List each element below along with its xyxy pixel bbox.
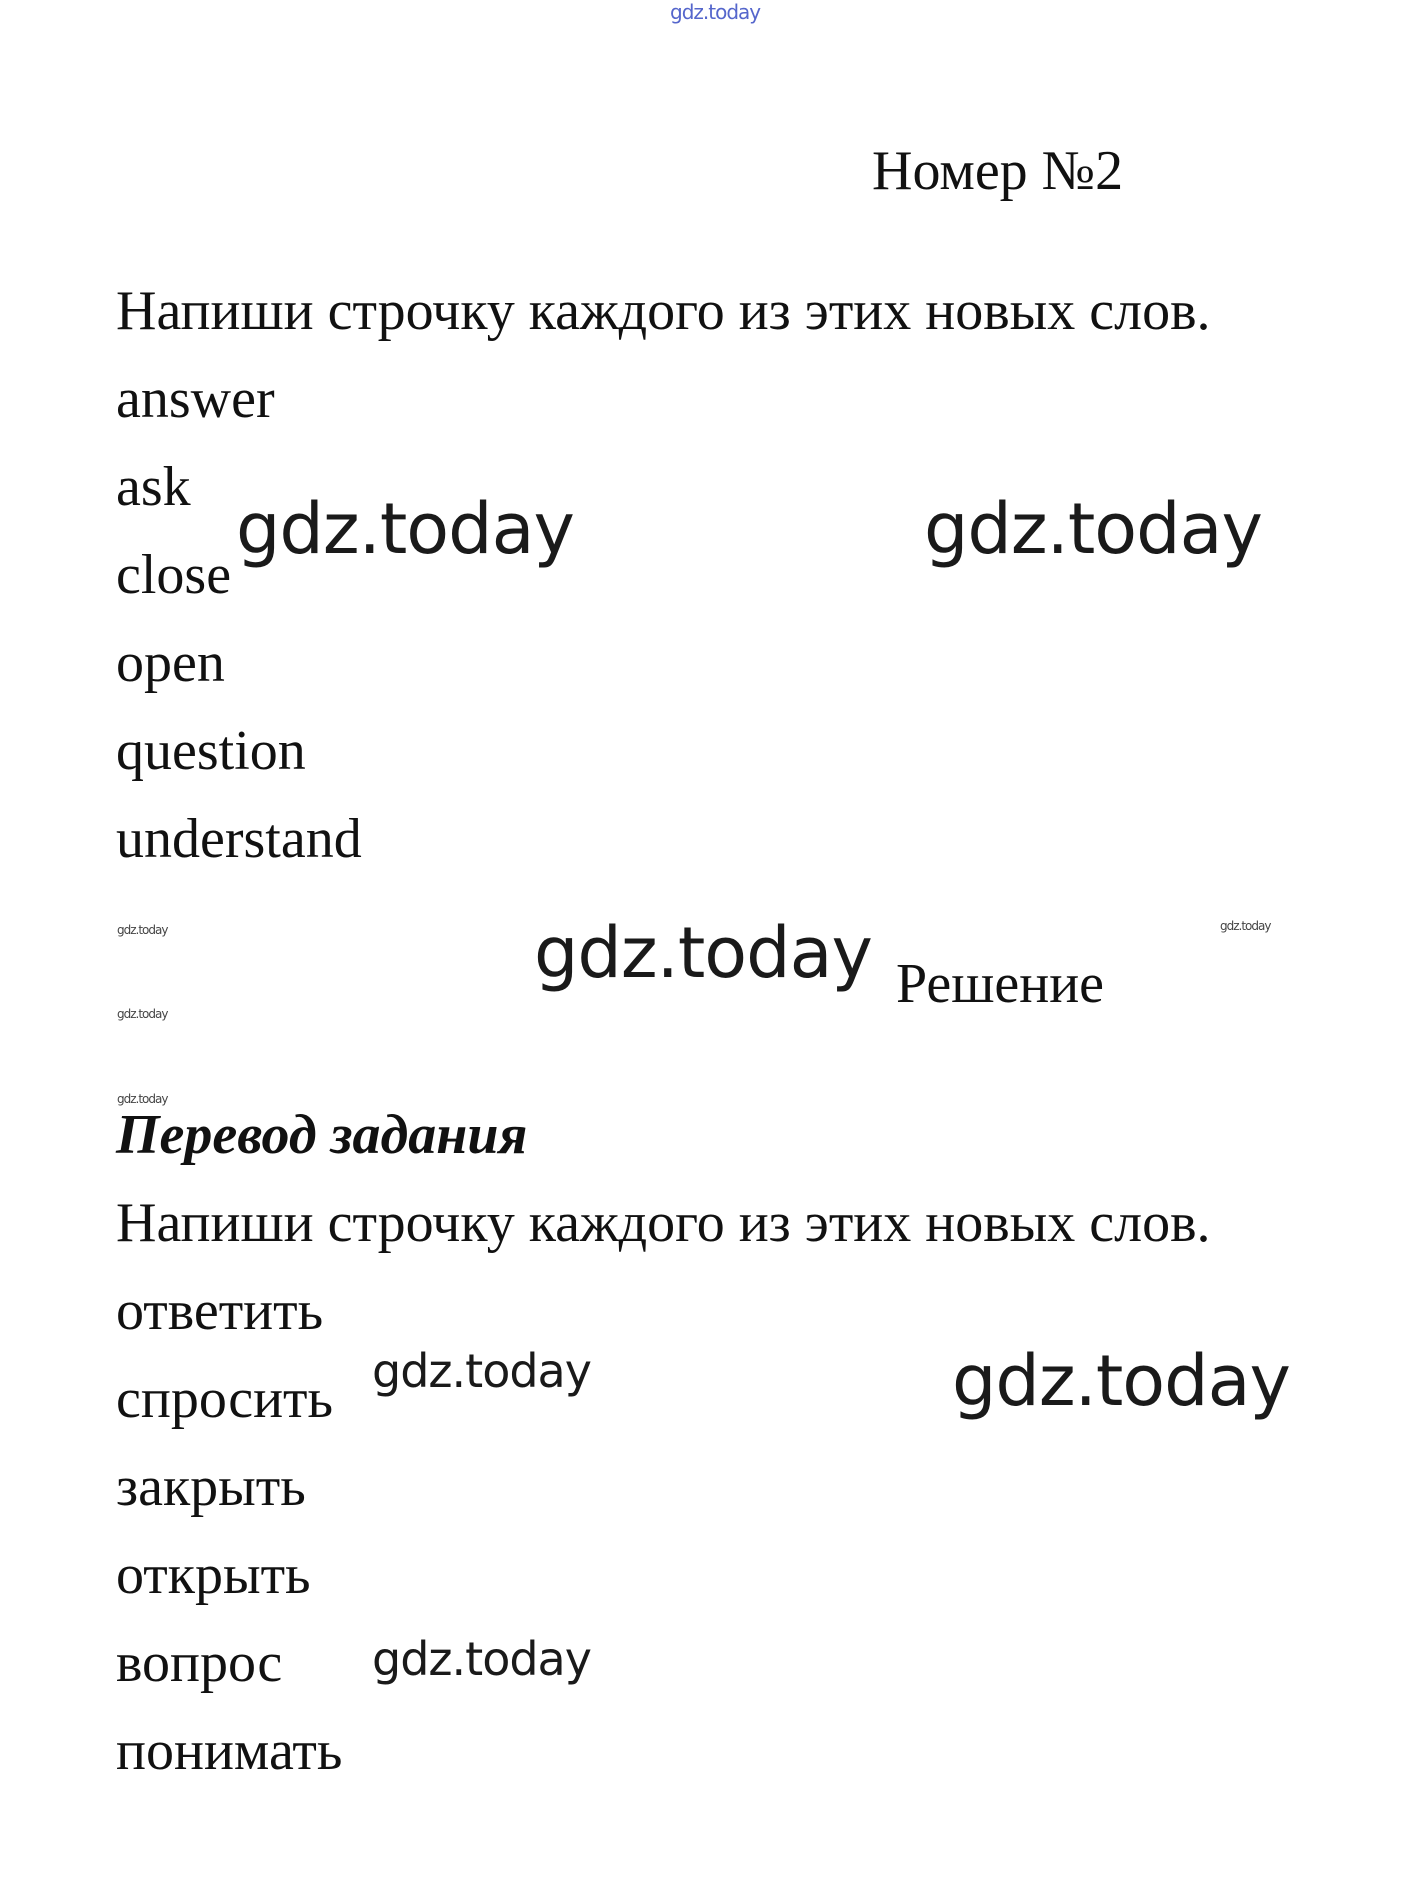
watermark: gdz.today [924,488,1262,570]
word-item: question [116,720,306,782]
translation-word-item: открыть [116,1544,311,1606]
word-item: understand [116,808,362,870]
task-instruction: Напиши строчку каждого из этих новых слов. [116,280,1211,342]
word-item: open [116,632,225,694]
translation-word-item: ответить [116,1280,324,1342]
translation-instruction: Напиши строчку каждого из этих новых слов. [116,1192,1211,1254]
watermark-small: gdz.today [117,923,168,937]
translation-word-item: понимать [116,1720,343,1782]
translation-title: Перевод задания [116,1104,528,1166]
watermark: gdz.today [372,1344,591,1398]
watermark: gdz.today [952,1340,1290,1422]
word-item: close [116,544,232,606]
word-item: ask [116,456,191,518]
page-title: Номер №2 [872,140,1124,202]
translation-word-item: закрыть [116,1456,306,1518]
watermark: gdz.today [372,1632,591,1686]
solution-label: Решение [896,953,1105,1015]
watermark-small: gdz.today [1220,919,1271,933]
translation-word-item: вопрос [116,1632,283,1694]
watermark-top: gdz.today [670,0,761,24]
word-item: answer [116,368,275,430]
watermark-small: gdz.today [117,1092,168,1106]
translation-word-item: спросить [116,1368,334,1430]
watermark-small: gdz.today [117,1007,168,1021]
watermark: gdz.today [534,912,872,994]
watermark: gdz.today [236,488,574,570]
